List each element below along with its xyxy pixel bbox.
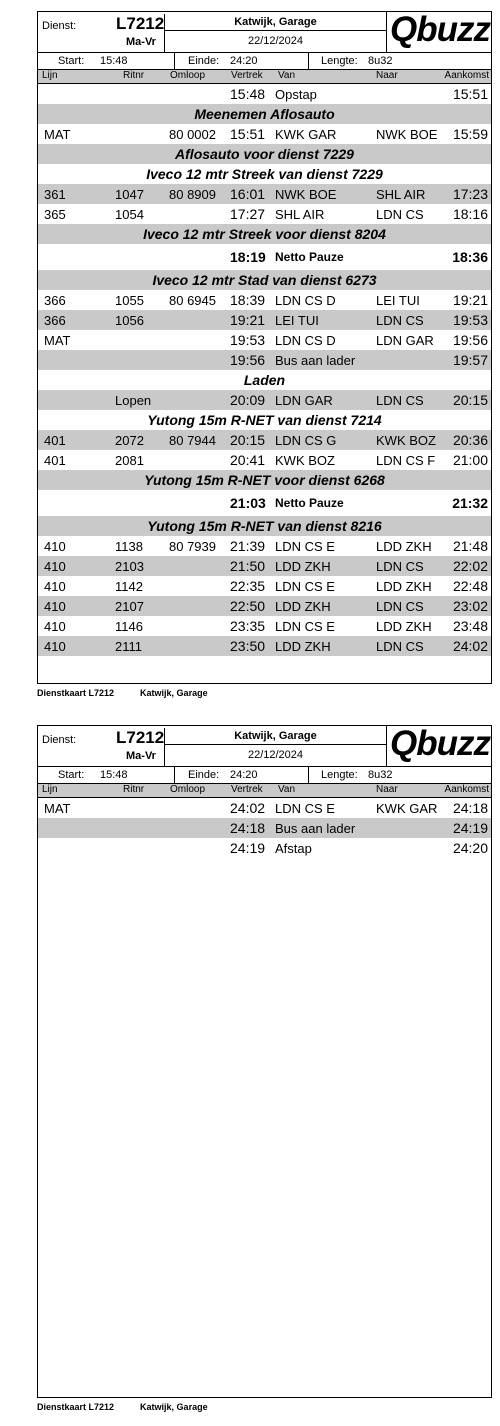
- cell-pause-label: Netto Pauze: [275, 496, 344, 510]
- footer-location: Katwijk, Garage: [140, 1402, 208, 1412]
- depot-location: Katwijk, Garage: [234, 730, 317, 742]
- cell-ritnr: 1055: [115, 293, 144, 308]
- cell-omloop: 80 8909: [169, 187, 216, 202]
- col-ritnr: Ritnr: [123, 70, 145, 81]
- lengte-label: Lengte:: [321, 769, 358, 781]
- cell-naar: SHL AIR: [376, 187, 426, 202]
- cell-ritnr: 1056: [115, 313, 144, 328]
- table-row: [38, 818, 491, 838]
- pause-row: [38, 244, 491, 270]
- schedule-rows: [38, 798, 491, 858]
- cell-van: KWK GAR: [275, 127, 337, 142]
- cell-lijn: 410: [44, 539, 66, 554]
- cell-vertrek: 16:01: [230, 186, 266, 202]
- table-row: [38, 556, 491, 576]
- cell-naar: LDN GAR: [376, 333, 434, 348]
- cell-van: LEI TUI: [275, 313, 319, 328]
- cell-lijn: 410: [44, 599, 66, 614]
- cell-lijn: MAT: [44, 801, 71, 816]
- cell-vertrek: 15:48: [230, 86, 266, 102]
- cell-van: KWK BOZ: [275, 453, 335, 468]
- cell-vertrek: 24:02: [230, 800, 266, 816]
- service-days: Ma-Vr: [126, 750, 156, 762]
- service-date: 22/12/2024: [247, 749, 304, 761]
- cell-aankomst: 15:59: [452, 126, 488, 142]
- col-vertrek: Vertrek: [231, 70, 263, 81]
- cell-lijn: 401: [44, 453, 66, 468]
- col-naar: Naar: [376, 784, 398, 795]
- cell-van: SHL AIR: [275, 207, 325, 222]
- section-heading: Iveco 12 mtr Stad van dienst 6273: [38, 270, 491, 290]
- cell-vertrek: 19:53: [230, 332, 266, 348]
- cell-naar: LDN CS F: [376, 453, 436, 468]
- cell-aankomst: 24:02: [452, 638, 488, 654]
- cell-aankomst: 20:36: [452, 432, 488, 448]
- cell-lijn: 410: [44, 639, 66, 654]
- table-row: [38, 184, 491, 204]
- col-ritnr: Ritnr: [123, 784, 145, 795]
- cell-naar: NWK BOE: [376, 127, 438, 142]
- cell-van: LDN CS D: [275, 333, 336, 348]
- cell-naar: LDN CS: [376, 313, 424, 328]
- cell-aankomst: 24:20: [452, 840, 488, 856]
- cell-lijn: 410: [44, 619, 66, 634]
- table-row: [38, 204, 491, 224]
- table-row: [38, 596, 491, 616]
- col-omloop: Omloop: [170, 70, 206, 81]
- table-row: [38, 636, 491, 656]
- col-lijn: Lijn: [42, 70, 58, 81]
- column-header: [38, 784, 491, 798]
- footer-label: Dienstkaart L7212: [37, 1402, 115, 1412]
- cell-aankomst: 22:02: [452, 558, 488, 574]
- cell-naar: LDN CS: [376, 207, 424, 222]
- card-header: [38, 12, 491, 53]
- cell-van: Bus aan lader: [275, 821, 356, 836]
- section-heading: Yutong 15m R-NET van dienst 8216: [38, 516, 491, 536]
- cell-van: LDN CS E: [275, 539, 335, 554]
- page-2-footer: [37, 1402, 208, 1412]
- table-row: [38, 350, 491, 370]
- cell-naar: LDD ZKH: [376, 619, 432, 634]
- einde-time: 24:20: [230, 55, 258, 67]
- cell-van: LDN CS E: [275, 579, 335, 594]
- cell-aankomst: 24:18: [452, 800, 488, 816]
- schedule-rows: [38, 84, 491, 656]
- cell-aankomst: 17:23: [452, 186, 488, 202]
- start-time: 15:48: [100, 769, 128, 781]
- lengte-label: Lengte:: [321, 55, 358, 67]
- cell-van: Bus aan lader: [275, 353, 356, 368]
- dienst-label: Dienst:: [42, 20, 77, 32]
- table-row: [38, 124, 491, 144]
- cell-vertrek: 19:56: [230, 352, 266, 368]
- cell-aankomst: 19:21: [452, 292, 488, 308]
- dienst-number: L7212: [116, 728, 165, 747]
- section-heading: Yutong 15m R-NET van dienst 7214: [38, 410, 491, 430]
- footer-label: Dienstkaart L7212: [37, 688, 115, 698]
- cell-aankomst: 19:57: [452, 352, 488, 368]
- col-omloop: Omloop: [170, 784, 206, 795]
- cell-naar: LDN CS: [376, 559, 424, 574]
- start-time: 15:48: [100, 55, 128, 67]
- col-aankomst: Aankomst: [444, 784, 489, 795]
- section-heading: Yutong 15m R-NET voor dienst 6268: [38, 470, 491, 490]
- cell-lijn: 366: [44, 293, 66, 308]
- pause-row: [38, 490, 491, 516]
- col-van: Van: [278, 70, 296, 81]
- col-naar: Naar: [376, 70, 398, 81]
- table-row: [38, 84, 491, 104]
- cell-ritnr: 1047: [115, 187, 144, 202]
- shift-times-bar: [38, 53, 491, 70]
- cell-lijn: MAT: [44, 127, 71, 142]
- cell-lijn: 361: [44, 187, 66, 202]
- cell-vertrek: 22:35: [230, 578, 266, 594]
- cell-aankomst: 23:02: [452, 598, 488, 614]
- cell-aankomst: 15:51: [452, 86, 488, 102]
- cell-naar: KWK BOZ: [376, 433, 436, 448]
- cell-van: LDN CS G: [275, 433, 337, 448]
- cell-lijn: 366: [44, 313, 66, 328]
- cell-vertrek: 20:15: [230, 432, 266, 448]
- table-row: [38, 330, 491, 350]
- table-row: [38, 576, 491, 596]
- dienst-number: L7212: [116, 14, 165, 33]
- cell-omloop: 80 0002: [169, 127, 216, 142]
- cell-vertrek: 20:09: [230, 392, 266, 408]
- section-heading: Meenemen Aflosauto: [38, 104, 491, 124]
- col-lijn: Lijn: [42, 784, 58, 795]
- dienstkaart-page-2: [37, 725, 492, 1398]
- cell-vertrek: 17:27: [230, 206, 266, 222]
- cell-van: Afstap: [275, 841, 312, 856]
- cell-aankomst: 18:16: [452, 206, 488, 222]
- cell-naar: KWK GAR: [376, 801, 438, 816]
- cell-aankomst: 21:48: [452, 538, 488, 554]
- service-days: Ma-Vr: [126, 36, 156, 48]
- cell-ritnr: 1138: [115, 539, 143, 554]
- column-header: [38, 70, 491, 84]
- section-heading: Iveco 12 mtr Streek van dienst 7229: [38, 164, 491, 184]
- cell-ritnr: 2107: [115, 599, 144, 614]
- card-header: [38, 726, 491, 767]
- cell-van: LDD ZKH: [275, 559, 331, 574]
- cell-vertrek: 20:41: [230, 452, 266, 468]
- col-van: Van: [278, 784, 296, 795]
- cell-vertrek: 21:39: [230, 538, 266, 554]
- cell-lijn: MAT: [44, 333, 71, 348]
- einde-time: 24:20: [230, 769, 258, 781]
- cell-van: LDD ZKH: [275, 599, 331, 614]
- cell-aankomst: 19:56: [452, 332, 488, 348]
- cell-vertrek: 21:03: [230, 495, 266, 511]
- shift-times-bar: [38, 767, 491, 784]
- einde-label: Einde:: [188, 769, 220, 781]
- table-row: [38, 798, 491, 818]
- section-heading: Iveco 12 mtr Streek voor dienst 8204: [38, 224, 491, 244]
- cell-vertrek: 19:21: [230, 312, 266, 328]
- section-heading: Aflosauto voor dienst 7229: [38, 144, 491, 164]
- cell-aankomst: 19:53: [452, 312, 488, 328]
- cell-van: NWK BOE: [275, 187, 337, 202]
- lengte-value: 8u32: [368, 769, 393, 781]
- cell-vertrek: 21:50: [230, 558, 266, 574]
- table-row: [38, 290, 491, 310]
- cell-van: LDD ZKH: [275, 639, 331, 654]
- cell-vertrek: 18:19: [230, 249, 266, 265]
- cell-naar: LDN CS: [376, 639, 424, 654]
- page-1-footer: [37, 688, 208, 698]
- cell-pause-label: Netto Pauze: [275, 250, 344, 264]
- cell-lijn: 401: [44, 433, 66, 448]
- cell-van: LDN CS E: [275, 619, 335, 634]
- start-label: Start:: [58, 769, 85, 781]
- cell-van: LDN GAR: [275, 393, 333, 408]
- table-row: [38, 536, 491, 556]
- einde-label: Einde:: [188, 55, 220, 67]
- qbuzz-logo: Qbuzz: [390, 724, 490, 763]
- cell-ritnr: 1142: [115, 579, 143, 594]
- cell-omloop: 80 7939: [169, 539, 216, 554]
- cell-lijn: 410: [44, 559, 66, 574]
- cell-vertrek: 23:50: [230, 638, 266, 654]
- cell-aankomst: 18:36: [452, 249, 488, 265]
- cell-aankomst: 20:15: [452, 392, 488, 408]
- cell-ritnr: 2103: [115, 559, 144, 574]
- cell-vertrek: 24:18: [230, 820, 266, 836]
- cell-naar: LDN CS: [376, 599, 424, 614]
- table-row: [38, 838, 491, 858]
- footer-location: Katwijk, Garage: [140, 688, 208, 698]
- depot-location: Katwijk, Garage: [234, 16, 317, 28]
- cell-naar: LDN CS: [376, 393, 424, 408]
- cell-aankomst: 22:48: [452, 578, 488, 594]
- cell-lijn: 365: [44, 207, 66, 222]
- table-row: [38, 430, 491, 450]
- cell-omloop: 80 7944: [169, 433, 216, 448]
- cell-vertrek: 15:51: [230, 126, 266, 142]
- cell-ritnr: 2111: [115, 639, 142, 654]
- col-vertrek: Vertrek: [231, 784, 263, 795]
- col-aankomst: Aankomst: [444, 70, 489, 81]
- cell-naar: LEI TUI: [376, 293, 420, 308]
- cell-van: LDN CS D: [275, 293, 336, 308]
- dienst-label: Dienst:: [42, 734, 77, 746]
- table-row: [38, 450, 491, 470]
- section-heading: Laden: [38, 370, 491, 390]
- cell-ritnr: 2072: [115, 433, 144, 448]
- cell-naar: LDD ZKH: [376, 539, 432, 554]
- cell-aankomst: 23:48: [452, 618, 488, 634]
- cell-aankomst: 24:19: [452, 820, 488, 836]
- cell-vertrek: 22:50: [230, 598, 266, 614]
- lengte-value: 8u32: [368, 55, 393, 67]
- cell-omloop: 80 6945: [169, 293, 216, 308]
- table-row: [38, 390, 491, 410]
- cell-ritnr: Lopen: [115, 393, 152, 408]
- cell-vertrek: 18:39: [230, 292, 266, 308]
- cell-aankomst: 21:32: [452, 495, 488, 511]
- cell-vertrek: 24:19: [230, 840, 266, 856]
- cell-aankomst: 21:00: [452, 452, 488, 468]
- cell-ritnr: 2081: [115, 453, 144, 468]
- dienstkaart-page-1: [37, 11, 492, 684]
- cell-ritnr: 1054: [115, 207, 144, 222]
- service-date: 22/12/2024: [247, 35, 304, 47]
- cell-van: Opstap: [275, 87, 317, 102]
- cell-lijn: 410: [44, 579, 66, 594]
- qbuzz-logo: Qbuzz: [390, 10, 490, 49]
- start-label: Start:: [58, 55, 85, 67]
- cell-van: LDN CS E: [275, 801, 335, 816]
- cell-vertrek: 23:35: [230, 618, 266, 634]
- cell-ritnr: 1146: [115, 619, 143, 634]
- table-row: [38, 310, 491, 330]
- table-row: [38, 616, 491, 636]
- cell-naar: LDD ZKH: [376, 579, 432, 594]
